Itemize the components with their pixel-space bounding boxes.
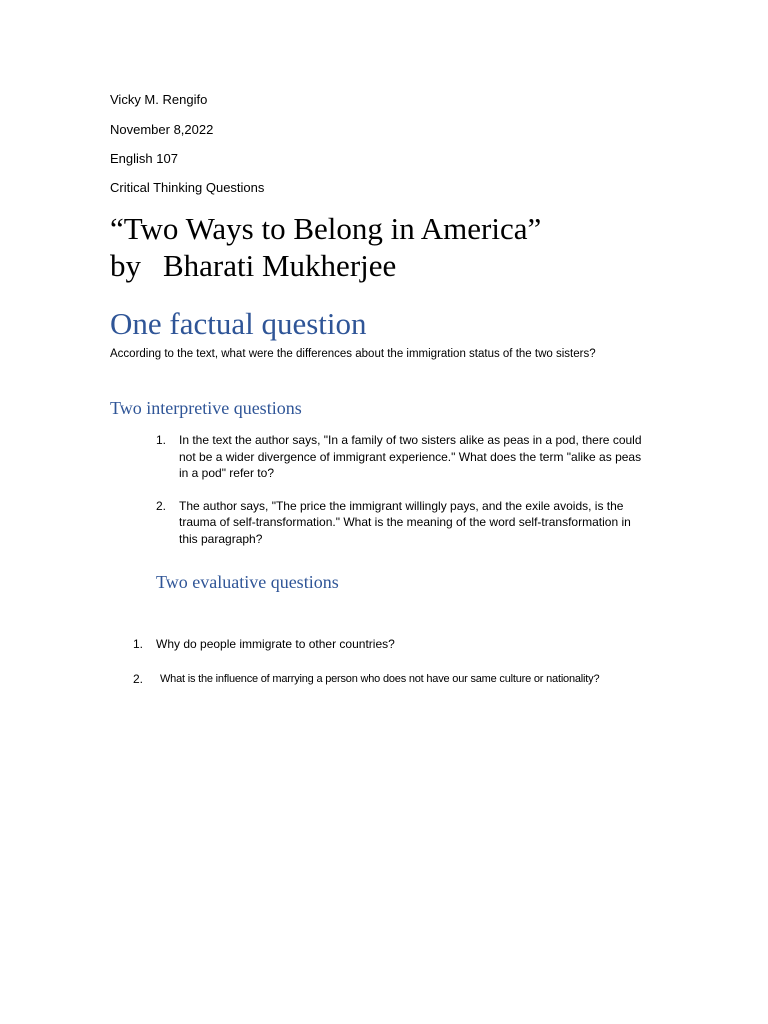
title-byline [110, 247, 541, 284]
list-item-text: In the text the author says, "In a family of two sisters alike as peas in a pod, there could not be a wider divergence of immigrant experience." What does the term "alike as peas in a pod" refer to? [179, 433, 642, 480]
list-number: 1. [156, 433, 167, 447]
list-item [133, 636, 676, 653]
evaluative-list [133, 636, 676, 687]
list-item-text: The author says, "The price the immigrant willingly pays, and the exile avoids, is the trauma of self-transformation." What is the meaning of the word self-transformation in this paragraph? [179, 498, 631, 546]
document-date: November 8,2022 [110, 122, 214, 137]
course-name: English 107 [110, 151, 178, 166]
byline-author: Bharati Mukherjee [163, 248, 397, 283]
list-item [156, 432, 649, 482]
interpretive-heading: Two interpretive questions [110, 398, 302, 418]
byline-by: by [110, 248, 141, 283]
list-number: 2. [133, 671, 144, 686]
list-item [133, 671, 676, 688]
interpretive-list [156, 432, 649, 563]
list-number: 2. [156, 498, 167, 513]
title-line: “Two Ways to Belong in America” [110, 211, 542, 246]
assignment-name: Critical Thinking Questions [110, 180, 265, 195]
list-item-text: What is the influence of marrying a person who does not have our same culture or nationality? [160, 672, 600, 685]
factual-heading: One factual question [110, 306, 367, 341]
author-name: Vicky M. Rengifo [110, 92, 208, 107]
list-item [156, 498, 649, 548]
document-title [110, 210, 541, 284]
list-item-text: Why do people immigrate to other countries? [156, 637, 395, 651]
factual-question: According to the text, what were the differences about the immigration status of the two sisters? [110, 348, 596, 360]
evaluative-heading: Two evaluative questions [156, 572, 339, 592]
list-number: 1. [133, 637, 144, 651]
